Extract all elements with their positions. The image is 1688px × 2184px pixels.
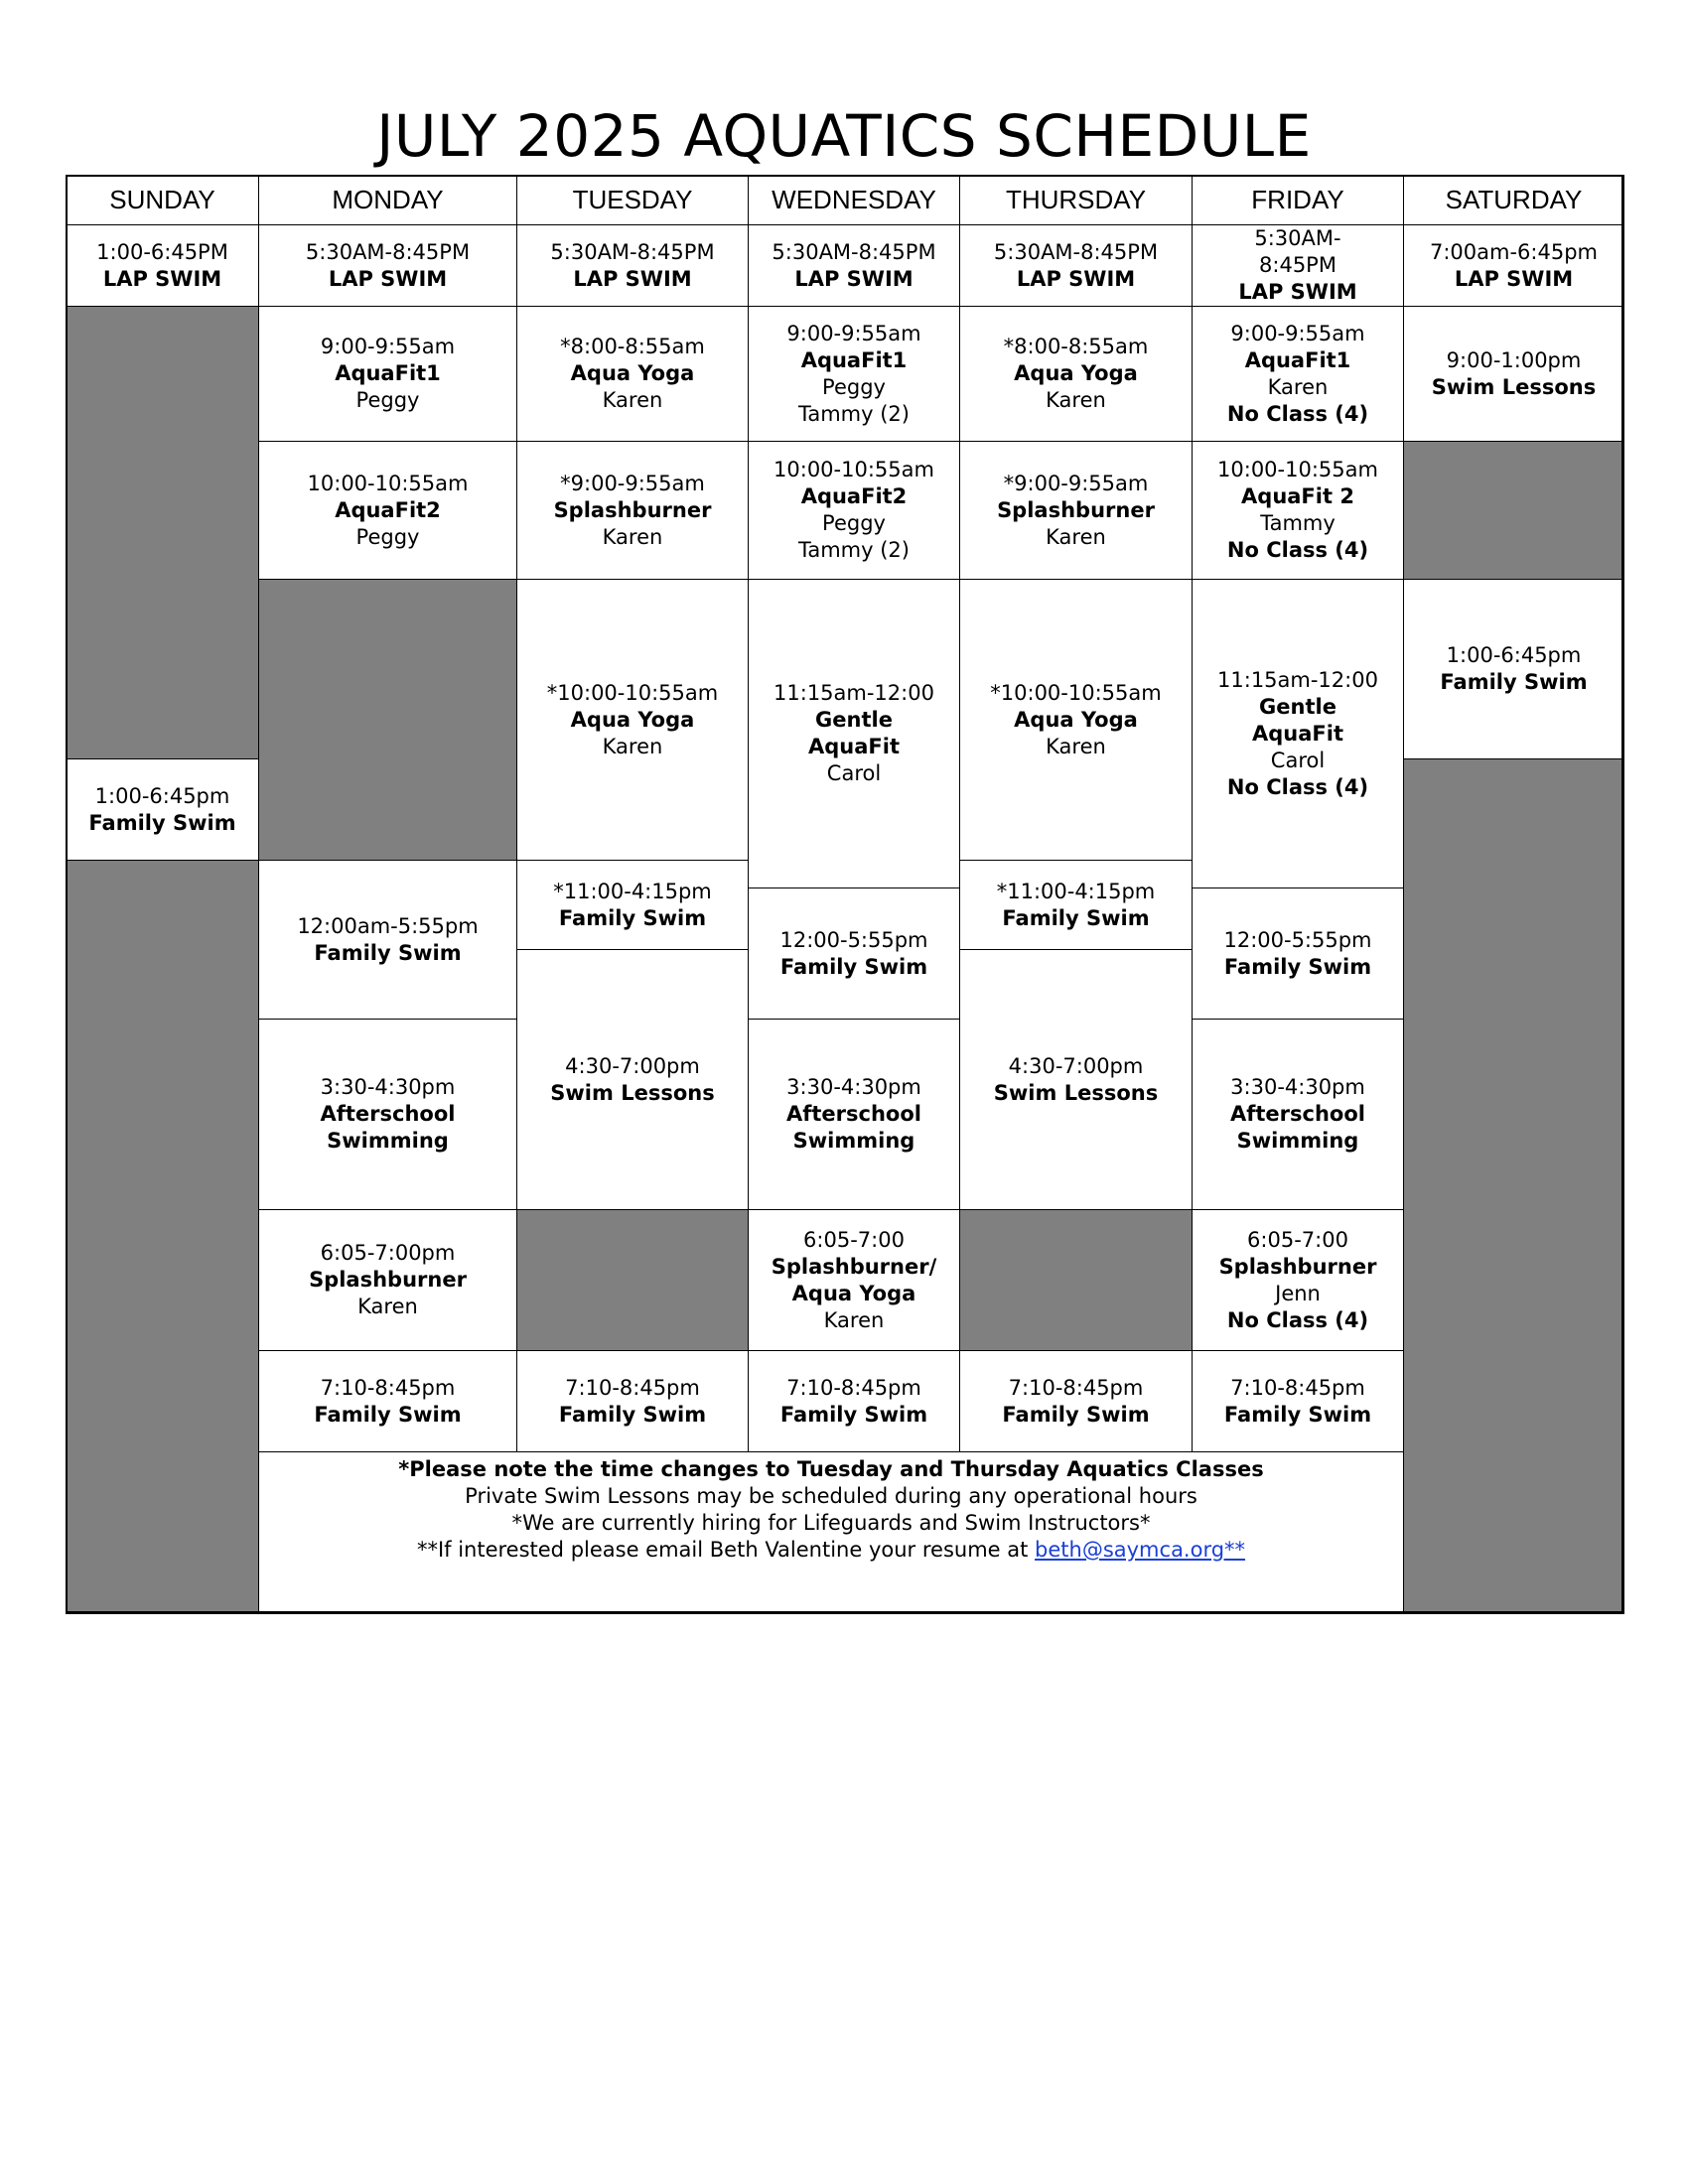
class-name: Gentle xyxy=(1259,694,1336,719)
instructor-name: Tammy xyxy=(1260,511,1336,535)
class-time: 7:10-8:45pm xyxy=(1230,1375,1365,1400)
class-name: LAP SWIM xyxy=(102,266,222,291)
class-time: *11:00-4:15pm xyxy=(996,879,1156,903)
class-time: 10:00-10:55am xyxy=(307,471,469,495)
class-cell-fri-gentle xyxy=(1192,579,1404,888)
class-time: 11:15am-12:00 xyxy=(1217,667,1378,692)
instructor-name: Karen xyxy=(357,1295,418,1318)
class-time: 10:00-10:55am xyxy=(774,458,934,481)
class-time: 5:30AM-8:45PM xyxy=(772,239,936,264)
class-name: AquaFit1 xyxy=(335,361,441,385)
closed-block-sat-gray-2 xyxy=(1403,758,1624,1614)
class-name: Family Swim xyxy=(314,940,462,965)
class-cell-wed-family-eve xyxy=(748,1350,960,1452)
class-name: AquaFit1 xyxy=(800,347,908,372)
class-name: No Class (4) xyxy=(1226,401,1369,426)
class-cell-fri-aquafit2 xyxy=(1192,441,1404,580)
class-time: 12:00-5:55pm xyxy=(1223,927,1372,952)
class-name: Aqua Yoga xyxy=(570,707,695,732)
day-header-tuesday: TUESDAY xyxy=(516,175,749,225)
class-cell-tue-lap xyxy=(516,224,749,307)
instructor-name: Tammy (2) xyxy=(798,401,910,426)
class-cell-fri-lap xyxy=(1192,224,1404,307)
class-name: LAP SWIM xyxy=(1016,266,1136,291)
class-cell-fri-aquafit1 xyxy=(1192,306,1404,442)
class-time: 6:05-7:00pm xyxy=(320,1241,456,1265)
class-cell-thu-yoga-8 xyxy=(959,306,1193,442)
class-name: AquaFit2 xyxy=(335,497,441,522)
class-time: 3:30-4:30pm xyxy=(320,1075,456,1099)
class-time: 5:30AM-8:45PM xyxy=(305,239,471,264)
class-cell-thu-splash-9 xyxy=(959,441,1193,580)
day-header-monday: MONDAY xyxy=(258,175,517,225)
class-time: 1:00-6:45PM xyxy=(96,239,228,264)
instructor-name: Tammy (2) xyxy=(798,538,910,562)
class-time: 9:00-9:55am xyxy=(1230,321,1365,345)
class-name: Family Swim xyxy=(1002,1402,1150,1427)
day-header-thursday: THURSDAY xyxy=(959,175,1193,225)
class-time: *8:00-8:55am xyxy=(1003,335,1149,358)
class-time: 11:15am-12:00 xyxy=(774,681,934,705)
class-name: No Class (4) xyxy=(1226,774,1369,799)
class-name: AquaFit xyxy=(1252,721,1343,746)
class-time: *9:00-9:55am xyxy=(1003,471,1149,495)
class-time: 5:30AM-8:45PM xyxy=(550,239,715,264)
class-cell-wed-splash-yoga xyxy=(748,1209,960,1351)
class-cell-sat-family xyxy=(1403,579,1624,759)
class-cell-wed-aquafit2 xyxy=(748,441,960,580)
class-cell-tue-family-eve xyxy=(516,1350,749,1452)
class-cell-thu-lessons xyxy=(959,949,1193,1210)
class-name: Swimming xyxy=(792,1129,915,1153)
class-name: LAP SWIM xyxy=(328,266,448,291)
class-cell-fri-family-noon xyxy=(1192,887,1404,1020)
private-lessons-note: Private Swim Lessons may be scheduled during any operational hours xyxy=(465,1484,1197,1508)
class-name: Family Swim xyxy=(779,954,928,979)
class-name: Splashburner xyxy=(553,497,712,522)
class-cell-mon-splashburner xyxy=(258,1209,517,1351)
class-time: *10:00-10:55am xyxy=(546,680,719,705)
class-time: 12:00-5:55pm xyxy=(779,927,928,952)
closed-block-sat-gray-1 xyxy=(1403,441,1624,580)
class-cell-thu-yoga-10 xyxy=(959,579,1193,861)
class-cell-mon-family-eve xyxy=(258,1350,517,1452)
class-cell-wed-aquafit1 xyxy=(748,306,960,442)
class-name: Swim Lessons xyxy=(1431,374,1597,399)
instructor-name: Karen xyxy=(1046,388,1106,412)
closed-block-sun-gray-1 xyxy=(66,306,259,759)
time-change-note: *Please note the time changes to Tuesday and Thursday Aquatics Classes xyxy=(398,1457,1264,1481)
class-name: LAP SWIM xyxy=(573,266,692,291)
class-name: AquaFit 2 xyxy=(1241,484,1354,508)
instructor-name: Carol xyxy=(1270,748,1326,772)
instructor-name: Karen xyxy=(602,388,663,412)
closed-block-sun-gray-2 xyxy=(66,860,259,1614)
class-name: Afterschool xyxy=(1230,1102,1365,1126)
class-name: Splashburner xyxy=(997,497,1155,522)
class-cell-sat-lessons xyxy=(1403,306,1624,442)
class-name: Swimming xyxy=(1236,1129,1359,1153)
class-name: Family Swim xyxy=(1223,954,1372,979)
class-name: Aqua Yoga xyxy=(570,361,695,385)
class-name: Family Swim xyxy=(314,1402,462,1427)
class-cell-tue-splash-9 xyxy=(516,441,749,580)
class-time: 5:30AM- xyxy=(1254,226,1341,250)
class-cell-wed-gentle xyxy=(748,579,960,888)
class-cell-mon-family-noon xyxy=(258,860,517,1020)
class-cell-mon-aquafit2 xyxy=(258,441,517,580)
instructor-name: Karen xyxy=(1046,734,1106,758)
class-name: Aqua Yoga xyxy=(1014,361,1138,385)
class-time: 6:05-7:00 xyxy=(803,1227,905,1252)
class-time: 9:00-1:00pm xyxy=(1446,347,1582,372)
hiring-note: *We are currently hiring for Lifeguards and Swim Instructors* xyxy=(511,1511,1151,1535)
class-name: Splashburner/ xyxy=(771,1254,937,1279)
class-cell-mon-afterschool xyxy=(258,1019,517,1210)
instructor-name: Jenn xyxy=(1275,1281,1321,1305)
instructor-name: 8:45PM xyxy=(1259,253,1336,277)
class-name: Splashburner xyxy=(309,1268,467,1292)
class-time: 3:30-4:30pm xyxy=(786,1075,921,1099)
class-time: 9:00-9:55am xyxy=(786,321,921,345)
class-name: Family Swim xyxy=(1002,905,1150,930)
class-name: Family Swim xyxy=(1223,1402,1372,1427)
email-note-text: **If interested please email Beth Valentine your resume at xyxy=(416,1538,1036,1562)
class-name: Splashburner xyxy=(1218,1254,1377,1279)
instructor-name: Karen xyxy=(602,734,663,758)
class-time: *8:00-8:55am xyxy=(560,335,705,358)
class-name: No Class (4) xyxy=(1226,1307,1369,1332)
class-time: 7:00am-6:45pm xyxy=(1429,239,1598,264)
class-name: Family Swim xyxy=(558,905,707,930)
class-time: *10:00-10:55am xyxy=(990,680,1162,705)
class-name: LAP SWIM xyxy=(1454,266,1574,291)
class-name: Family Swim xyxy=(779,1402,928,1427)
class-time: 7:10-8:45pm xyxy=(1008,1375,1144,1400)
instructor-name: Karen xyxy=(823,1307,885,1332)
closed-block-thu-gray-1 xyxy=(959,1209,1193,1351)
instructor-name: Karen xyxy=(1046,524,1106,549)
class-cell-wed-family-noon xyxy=(748,887,960,1020)
class-name: Swimming xyxy=(327,1129,449,1153)
class-name: Family Swim xyxy=(558,1402,707,1427)
class-time: 9:00-9:55am xyxy=(320,335,456,358)
class-time: 10:00-10:55am xyxy=(1217,458,1378,481)
email-note xyxy=(417,1537,1245,1564)
instructor-name: Karen xyxy=(602,524,663,549)
class-name: Afterschool xyxy=(320,1102,456,1126)
page-title: JULY 2025 AQUATICS SCHEDULE xyxy=(376,102,1312,170)
email-link[interactable]: beth@saymca.org** xyxy=(1035,1538,1246,1562)
class-cell-tue-yoga-10 xyxy=(516,579,749,861)
class-cell-thu-lap xyxy=(959,224,1193,307)
class-time: 4:30-7:00pm xyxy=(565,1053,700,1078)
class-cell-tue-lessons xyxy=(516,949,749,1210)
class-cell-fri-family-eve xyxy=(1192,1350,1404,1452)
day-header-friday: FRIDAY xyxy=(1192,175,1404,225)
class-time: 12:00am-5:55pm xyxy=(297,913,479,938)
instructor-name: Peggy xyxy=(355,388,420,412)
instructor-name: Peggy xyxy=(822,511,886,535)
class-name: No Class (4) xyxy=(1226,538,1369,562)
class-time: 3:30-4:30pm xyxy=(1230,1075,1365,1099)
class-time: 4:30-7:00pm xyxy=(1008,1053,1144,1078)
closed-block-tue-gray-1 xyxy=(516,1209,749,1351)
class-cell-mon-aquafit1 xyxy=(258,306,517,442)
class-time: 1:00-6:45pm xyxy=(1446,643,1582,667)
class-cell-thu-family-eve xyxy=(959,1350,1193,1452)
class-cell-wed-afterschool xyxy=(748,1019,960,1210)
instructor-name: Karen xyxy=(1267,374,1329,399)
class-cell-sat-lap xyxy=(1403,224,1624,307)
class-name: Aqua Yoga xyxy=(1014,707,1138,732)
class-cell-mon-lap xyxy=(258,224,517,307)
instructor-name: Peggy xyxy=(355,524,420,549)
class-name: Gentle xyxy=(815,708,893,732)
class-cell-fri-splashburner xyxy=(1192,1209,1404,1351)
class-time: 7:10-8:45pm xyxy=(320,1375,456,1400)
class-name: LAP SWIM xyxy=(1238,280,1357,304)
class-time: 1:00-6:45pm xyxy=(94,783,230,808)
class-time: 6:05-7:00 xyxy=(1247,1227,1348,1252)
class-name: AquaFit2 xyxy=(800,484,908,508)
class-time: 7:10-8:45pm xyxy=(786,1375,921,1400)
class-cell-wed-lap xyxy=(748,224,960,307)
closed-block-mon-gray-1 xyxy=(258,579,517,861)
class-name: Aqua Yoga xyxy=(791,1281,916,1305)
schedule-notes xyxy=(258,1451,1404,1614)
class-time: 7:10-8:45pm xyxy=(565,1375,700,1400)
class-cell-tue-family-11 xyxy=(516,860,749,950)
class-cell-sun-family xyxy=(66,758,259,861)
class-time: 5:30AM-8:45PM xyxy=(993,239,1159,264)
class-name: Afterschool xyxy=(786,1102,921,1126)
day-header-sunday: SUNDAY xyxy=(66,175,259,225)
instructor-name: Peggy xyxy=(822,374,886,399)
class-time: *11:00-4:15pm xyxy=(553,879,712,903)
class-name: Family Swim xyxy=(88,810,236,835)
class-cell-tue-yoga-8 xyxy=(516,306,749,442)
day-header-wednesday: WEDNESDAY xyxy=(748,175,960,225)
class-time: *9:00-9:55am xyxy=(560,471,705,495)
class-name: Family Swim xyxy=(1440,670,1588,694)
day-header-saturday: SATURDAY xyxy=(1403,175,1624,225)
instructor-name: Carol xyxy=(826,761,882,785)
class-name: LAP SWIM xyxy=(794,266,914,291)
class-name: AquaFit xyxy=(808,735,900,758)
class-name: AquaFit1 xyxy=(1244,347,1351,372)
class-name: Swim Lessons xyxy=(550,1080,715,1105)
class-cell-sun-lap xyxy=(66,224,259,307)
class-cell-thu-family-11 xyxy=(959,860,1193,950)
class-cell-fri-afterschool xyxy=(1192,1019,1404,1210)
class-name: Swim Lessons xyxy=(993,1080,1159,1105)
